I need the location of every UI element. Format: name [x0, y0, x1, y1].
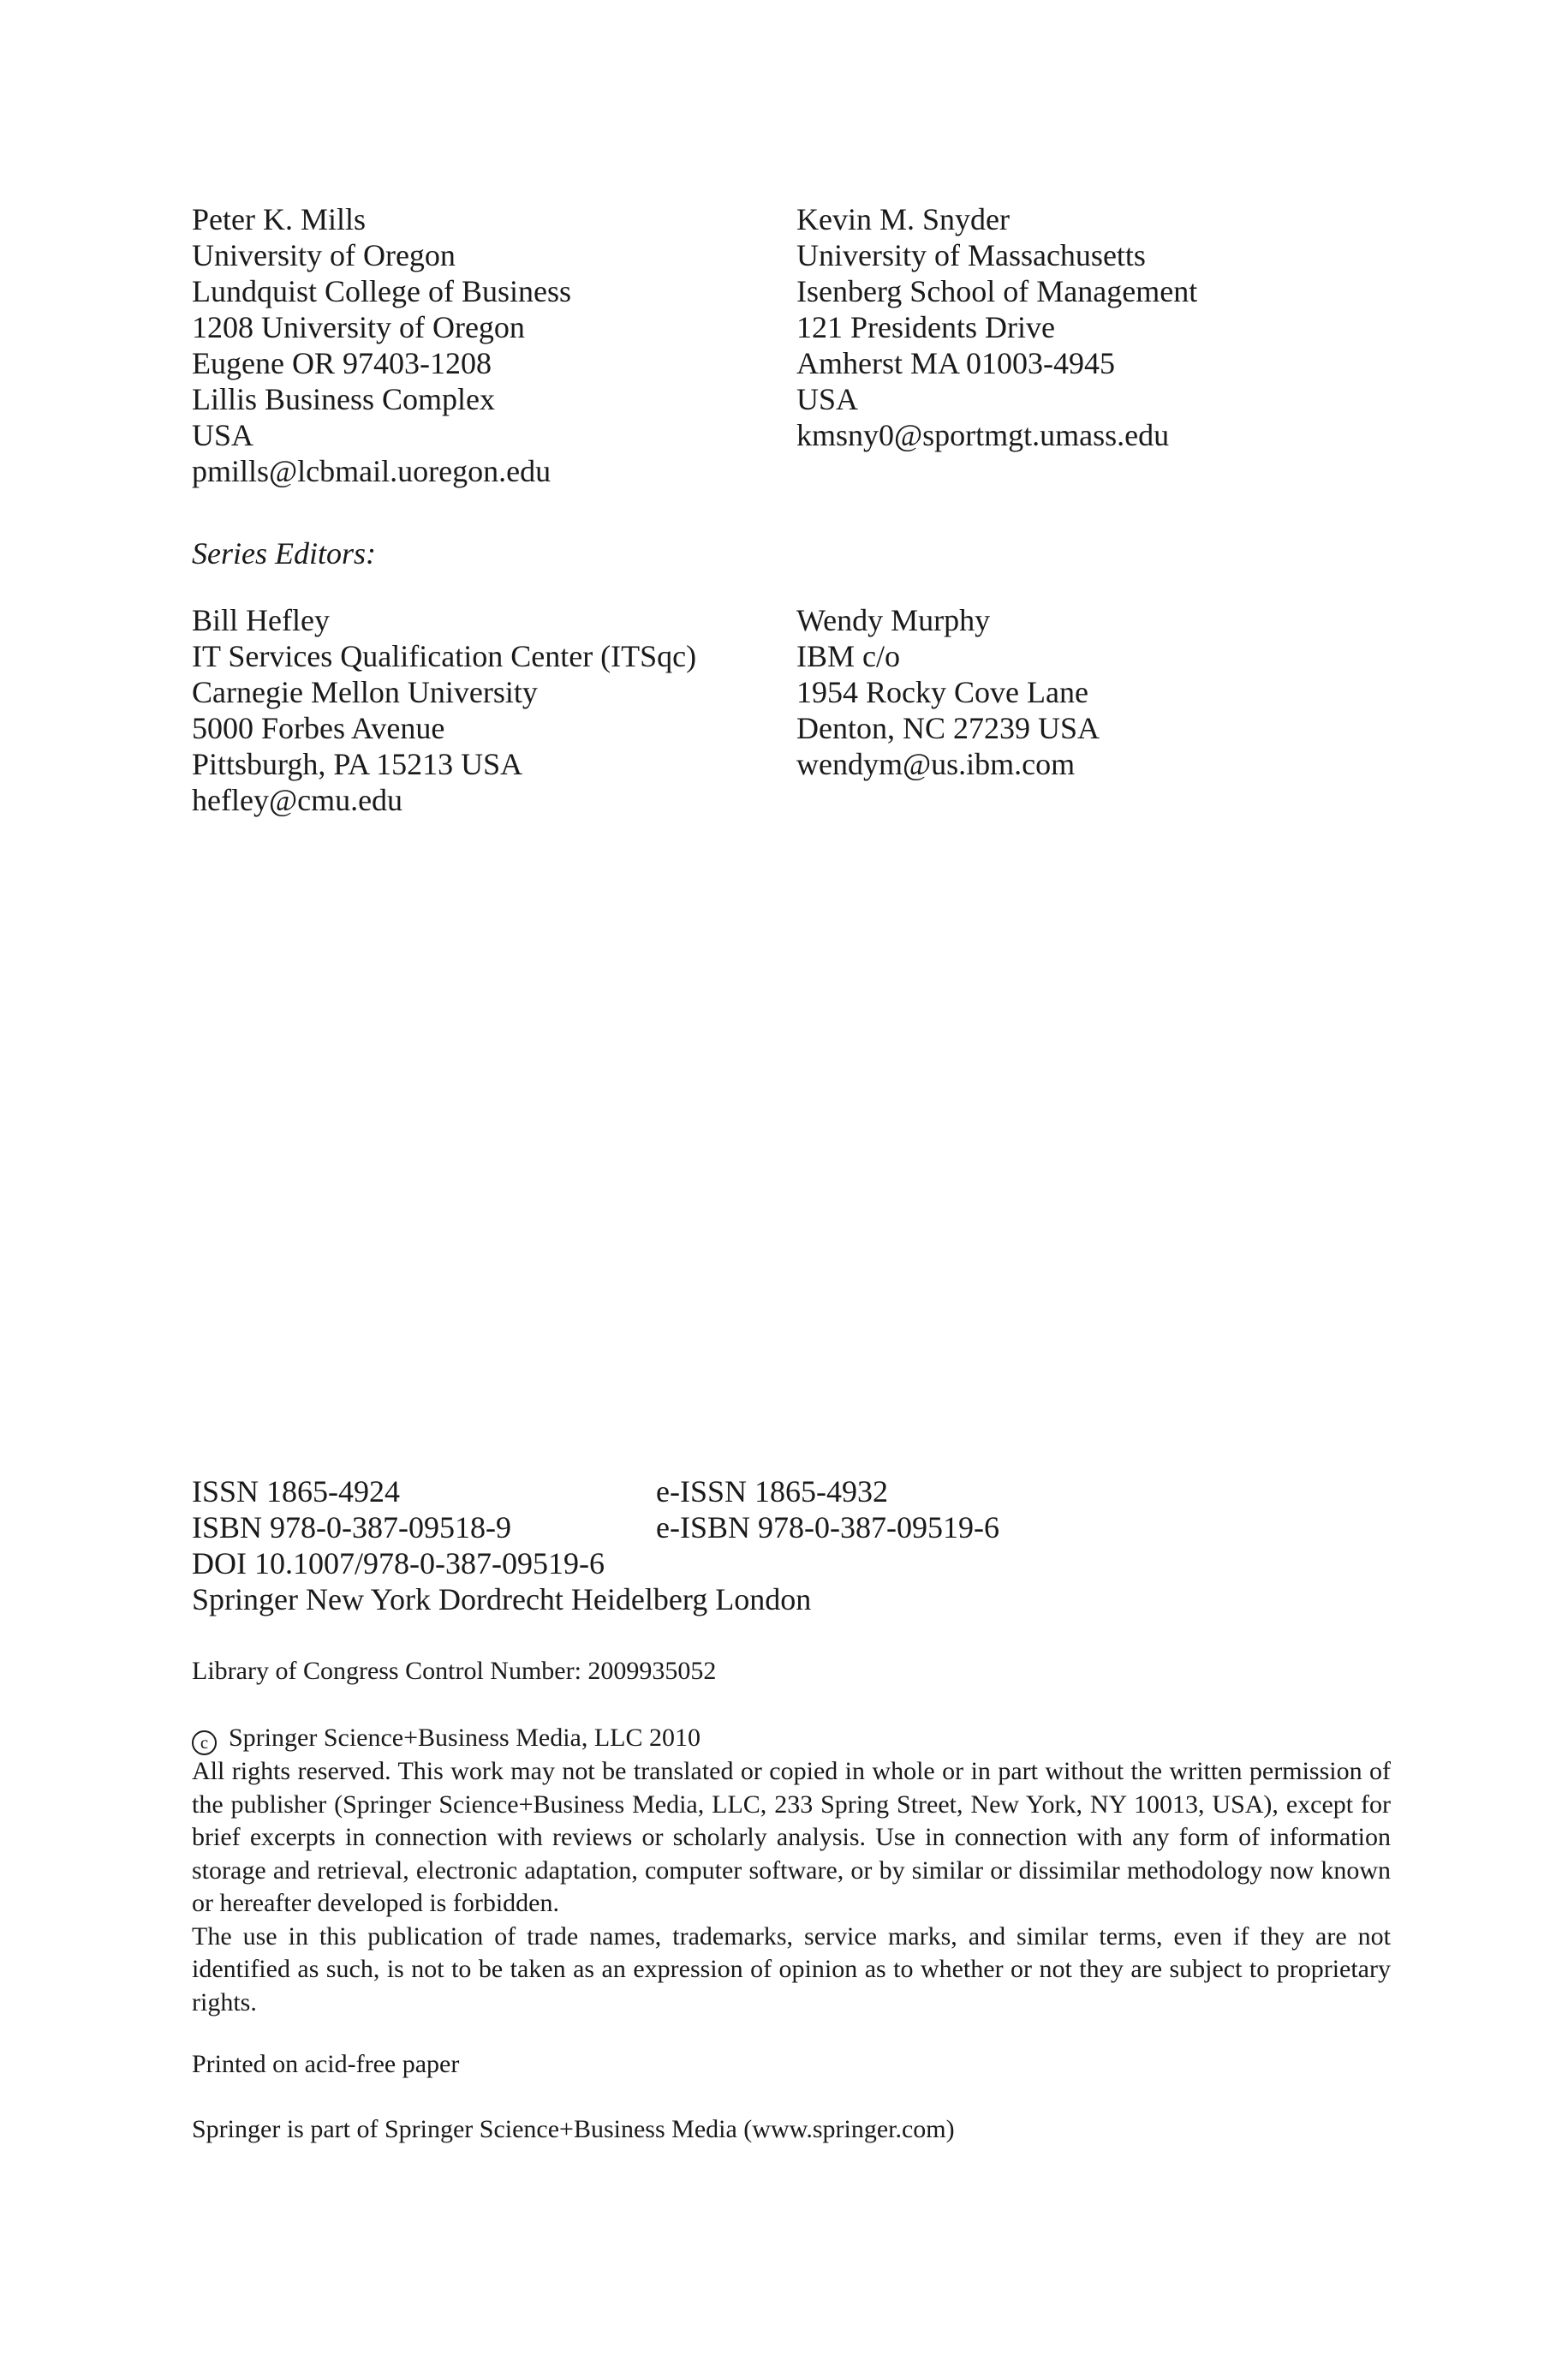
publisher-row — [192, 1581, 999, 1617]
editor-email: hefley@cmu.edu — [192, 783, 403, 817]
author-name: Peter K. Mills — [192, 202, 366, 236]
eisbn: e-ISBN 978-0-387-09519-6 — [656, 1510, 999, 1545]
author-country: USA — [796, 382, 859, 416]
editor-university: Carnegie Mellon University — [192, 675, 538, 709]
editor-email: wendym@us.ibm.com — [796, 747, 1076, 781]
editor-affiliation: IT Services Qualification Center (ITSqc) — [192, 639, 697, 673]
series-editors-heading: Series Editors: — [192, 536, 376, 571]
author-affiliation: University of Oregon — [192, 238, 456, 272]
copyright-holder: Springer Science+Business Media, LLC 2010 — [229, 1724, 701, 1752]
library-of-congress-number: Library of Congress Control Number: 2009935052 — [192, 1657, 717, 1685]
author-email: pmills@lcbmail.uoregon.edu — [192, 454, 551, 488]
editor-name: Wendy Murphy — [796, 603, 991, 637]
publisher-cities: Springer New York Dordrecht Heidelberg London — [192, 1582, 812, 1616]
author-city: Amherst MA 01003-4945 — [796, 346, 1115, 380]
editor-street: 1954 Rocky Cove Lane — [796, 675, 1088, 709]
author-affiliation: University of Massachusetts — [796, 238, 1146, 272]
author-country: USA — [192, 418, 254, 452]
editor-street: 5000 Forbes Avenue — [192, 711, 445, 745]
series-editor-murphy — [796, 602, 1100, 782]
rights-paragraph: All rights reserved. This work may not be translated or copied in whole or in part without the written permission of the publisher (Springer Science+Business Media, LLC, 233 Spring Street, New York, NY 10013, USA), except for brief excerpts in connection with reviews or scholarly analysis. Use in connection with any form of information storage and retrieval, electronic adaptation, computer software, or by similar or dissimilar methodology now known or hereafter developed is forbidden. — [192, 1757, 1391, 1917]
publication-identifiers — [192, 1473, 999, 1617]
author-department: Isenberg School of Management — [796, 274, 1198, 308]
doi: DOI 10.1007/978-0-387-09519-6 — [192, 1546, 605, 1580]
copyright-line — [192, 1722, 1391, 1755]
issn-row — [192, 1473, 999, 1509]
eissn: e-ISSN 1865-4932 — [656, 1474, 888, 1509]
copyright-icon: c — [192, 1730, 217, 1755]
author-building: Lillis Business Complex — [192, 382, 496, 416]
trademark-paragraph: The use in this publication of trade names, trademarks, service marks, and similar terms, even if they are not identified as such, is not to be taken as an expression of opinion as to whether or not they are subject to proprietary rights. — [192, 1921, 1391, 2017]
editor-city: Denton, NC 27239 USA — [796, 711, 1100, 745]
springer-note: Springer is part of Springer Science+Business Media (www.springer.com) — [192, 2115, 955, 2143]
printed-note: Printed on acid-free paper — [192, 2050, 460, 2078]
editor-city: Pittsburgh, PA 15213 USA — [192, 747, 523, 781]
copyright-notice — [192, 1722, 1391, 2019]
doi-row — [192, 1545, 999, 1581]
author-address-mills — [192, 201, 571, 489]
author-name: Kevin M. Snyder — [796, 202, 1010, 236]
editor-affiliation: IBM c/o — [796, 639, 900, 673]
author-department: Lundquist College of Business — [192, 274, 571, 308]
author-city: Eugene OR 97403-1208 — [192, 346, 492, 380]
author-street: 1208 University of Oregon — [192, 310, 525, 344]
author-address-snyder — [796, 201, 1197, 453]
editor-name: Bill Hefley — [192, 603, 330, 637]
isbn-row — [192, 1509, 999, 1545]
issn: ISSN 1865-4924 — [192, 1474, 401, 1509]
isbn: ISBN 978-0-387-09518-9 — [192, 1510, 511, 1545]
series-editor-hefley — [192, 602, 696, 818]
author-street: 121 Presidents Drive — [796, 310, 1055, 344]
author-email: kmsny0@sportmgt.umass.edu — [796, 418, 1170, 452]
